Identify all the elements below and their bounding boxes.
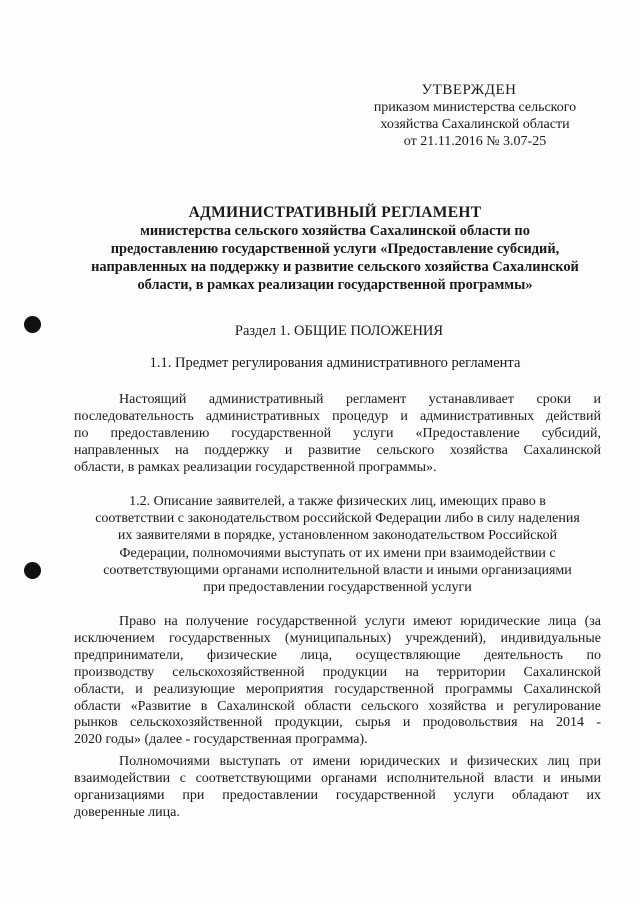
- paragraph-line: области «Развитие в Сахалинской области сельского хозяйства и регулирование: [74, 698, 601, 714]
- paragraph-line: предприниматели, физические лица, осуществляющие деятельность по: [74, 647, 601, 663]
- paragraph-line: последовательность административных процедур и административных действий: [74, 408, 601, 424]
- punch-hole-top: [24, 316, 41, 333]
- paragraph-line: взаимодействии с соответствующими органами исполнительной власти и иными: [74, 770, 601, 786]
- paragraph-line: направленных на поддержку и развитие сельского хозяйства Сахалинской: [74, 442, 601, 458]
- subsection-1-1-paragraph: [74, 392, 601, 477]
- paragraph-line: Настоящий административный регламент устанавливает сроки и: [119, 392, 601, 407]
- heading-line: при предоставлении государственной услуги: [203, 580, 472, 596]
- approval-title: УТВЕРЖДЕН: [421, 82, 517, 98]
- document-subtitle-line: министерства сельского хозяйства Сахалинской области по: [140, 223, 530, 239]
- document-subtitle-line: предоставлению государственной услуги «Предоставление субсидий,: [110, 241, 560, 257]
- paragraph-line: Полномочиями выступать от имени юридических и физических лиц при: [119, 754, 601, 769]
- paragraph-line: по предоставлению государственной услуги «Предоставление субсидий,: [74, 425, 601, 441]
- paragraph-line: производству сельскохозяйственной продукции на территории Сахалинской: [74, 664, 601, 680]
- document-subtitle-line: направленных на поддержку и развитие сельского хозяйства Сахалинской: [91, 259, 579, 275]
- eligibility-paragraph: [74, 614, 601, 749]
- representatives-paragraph: [74, 754, 601, 822]
- paragraph-line: 2020 годы» (далее - государственная программа).: [74, 732, 368, 748]
- heading-line: 1.2. Описание заявителей, а также физических лиц, имеющих право в: [129, 494, 546, 509]
- heading-line: их заявителями в порядке, установленном законодательством Российской: [117, 528, 558, 544]
- heading-line: соответствии с законодательством российской Федерации либо в силу наделения: [95, 511, 580, 527]
- approval-line: хозяйства Сахалинской области: [380, 117, 570, 132]
- section-1-heading: Раздел 1. ОБЩИЕ ПОЛОЖЕНИЯ: [234, 323, 444, 339]
- document-title-block: [70, 204, 600, 294]
- paragraph-line: доверенные лица.: [74, 804, 180, 820]
- paragraph-line: области, в рамках реализации государственной программы».: [74, 459, 437, 475]
- document-title: АДМИНИСТРАТИВНЫЙ РЕГЛАМЕНТ: [188, 204, 482, 221]
- document-subtitle-line: области, в рамках реализации государственной программы»: [137, 277, 533, 293]
- punch-hole-bottom: [24, 562, 41, 579]
- approval-stamp: [340, 82, 610, 150]
- subsection-1-1-heading: 1.1. Предмет регулирования административного регламента: [149, 355, 521, 371]
- approval-line: приказом министерства сельского: [373, 100, 577, 115]
- paragraph-line: области, и реализующие мероприятия государственной программы Сахалинской: [74, 681, 601, 697]
- heading-line: Федерации, полномочиями выступать от их имени при взаимодействии с: [119, 545, 556, 561]
- paragraph-line: Право на получение государственной услуги имеют юридические лица (за: [119, 614, 601, 629]
- approval-date-line: от 21.11.2016 № 3.07-25: [403, 134, 547, 149]
- subsection-1-2-heading: [74, 493, 601, 596]
- paragraph-line: рынков сельскохозяйственной продукции, сырья и продовольствия на 2014 -: [74, 715, 601, 731]
- heading-line: соответствующими органами исполнительной власти и иными организациями: [103, 562, 572, 578]
- paragraph-line: исключением государственных (муниципальных) учреждений), индивидуальные: [74, 630, 601, 646]
- paragraph-line: организациями при предоставлении государственной услуги обладают их: [74, 787, 601, 803]
